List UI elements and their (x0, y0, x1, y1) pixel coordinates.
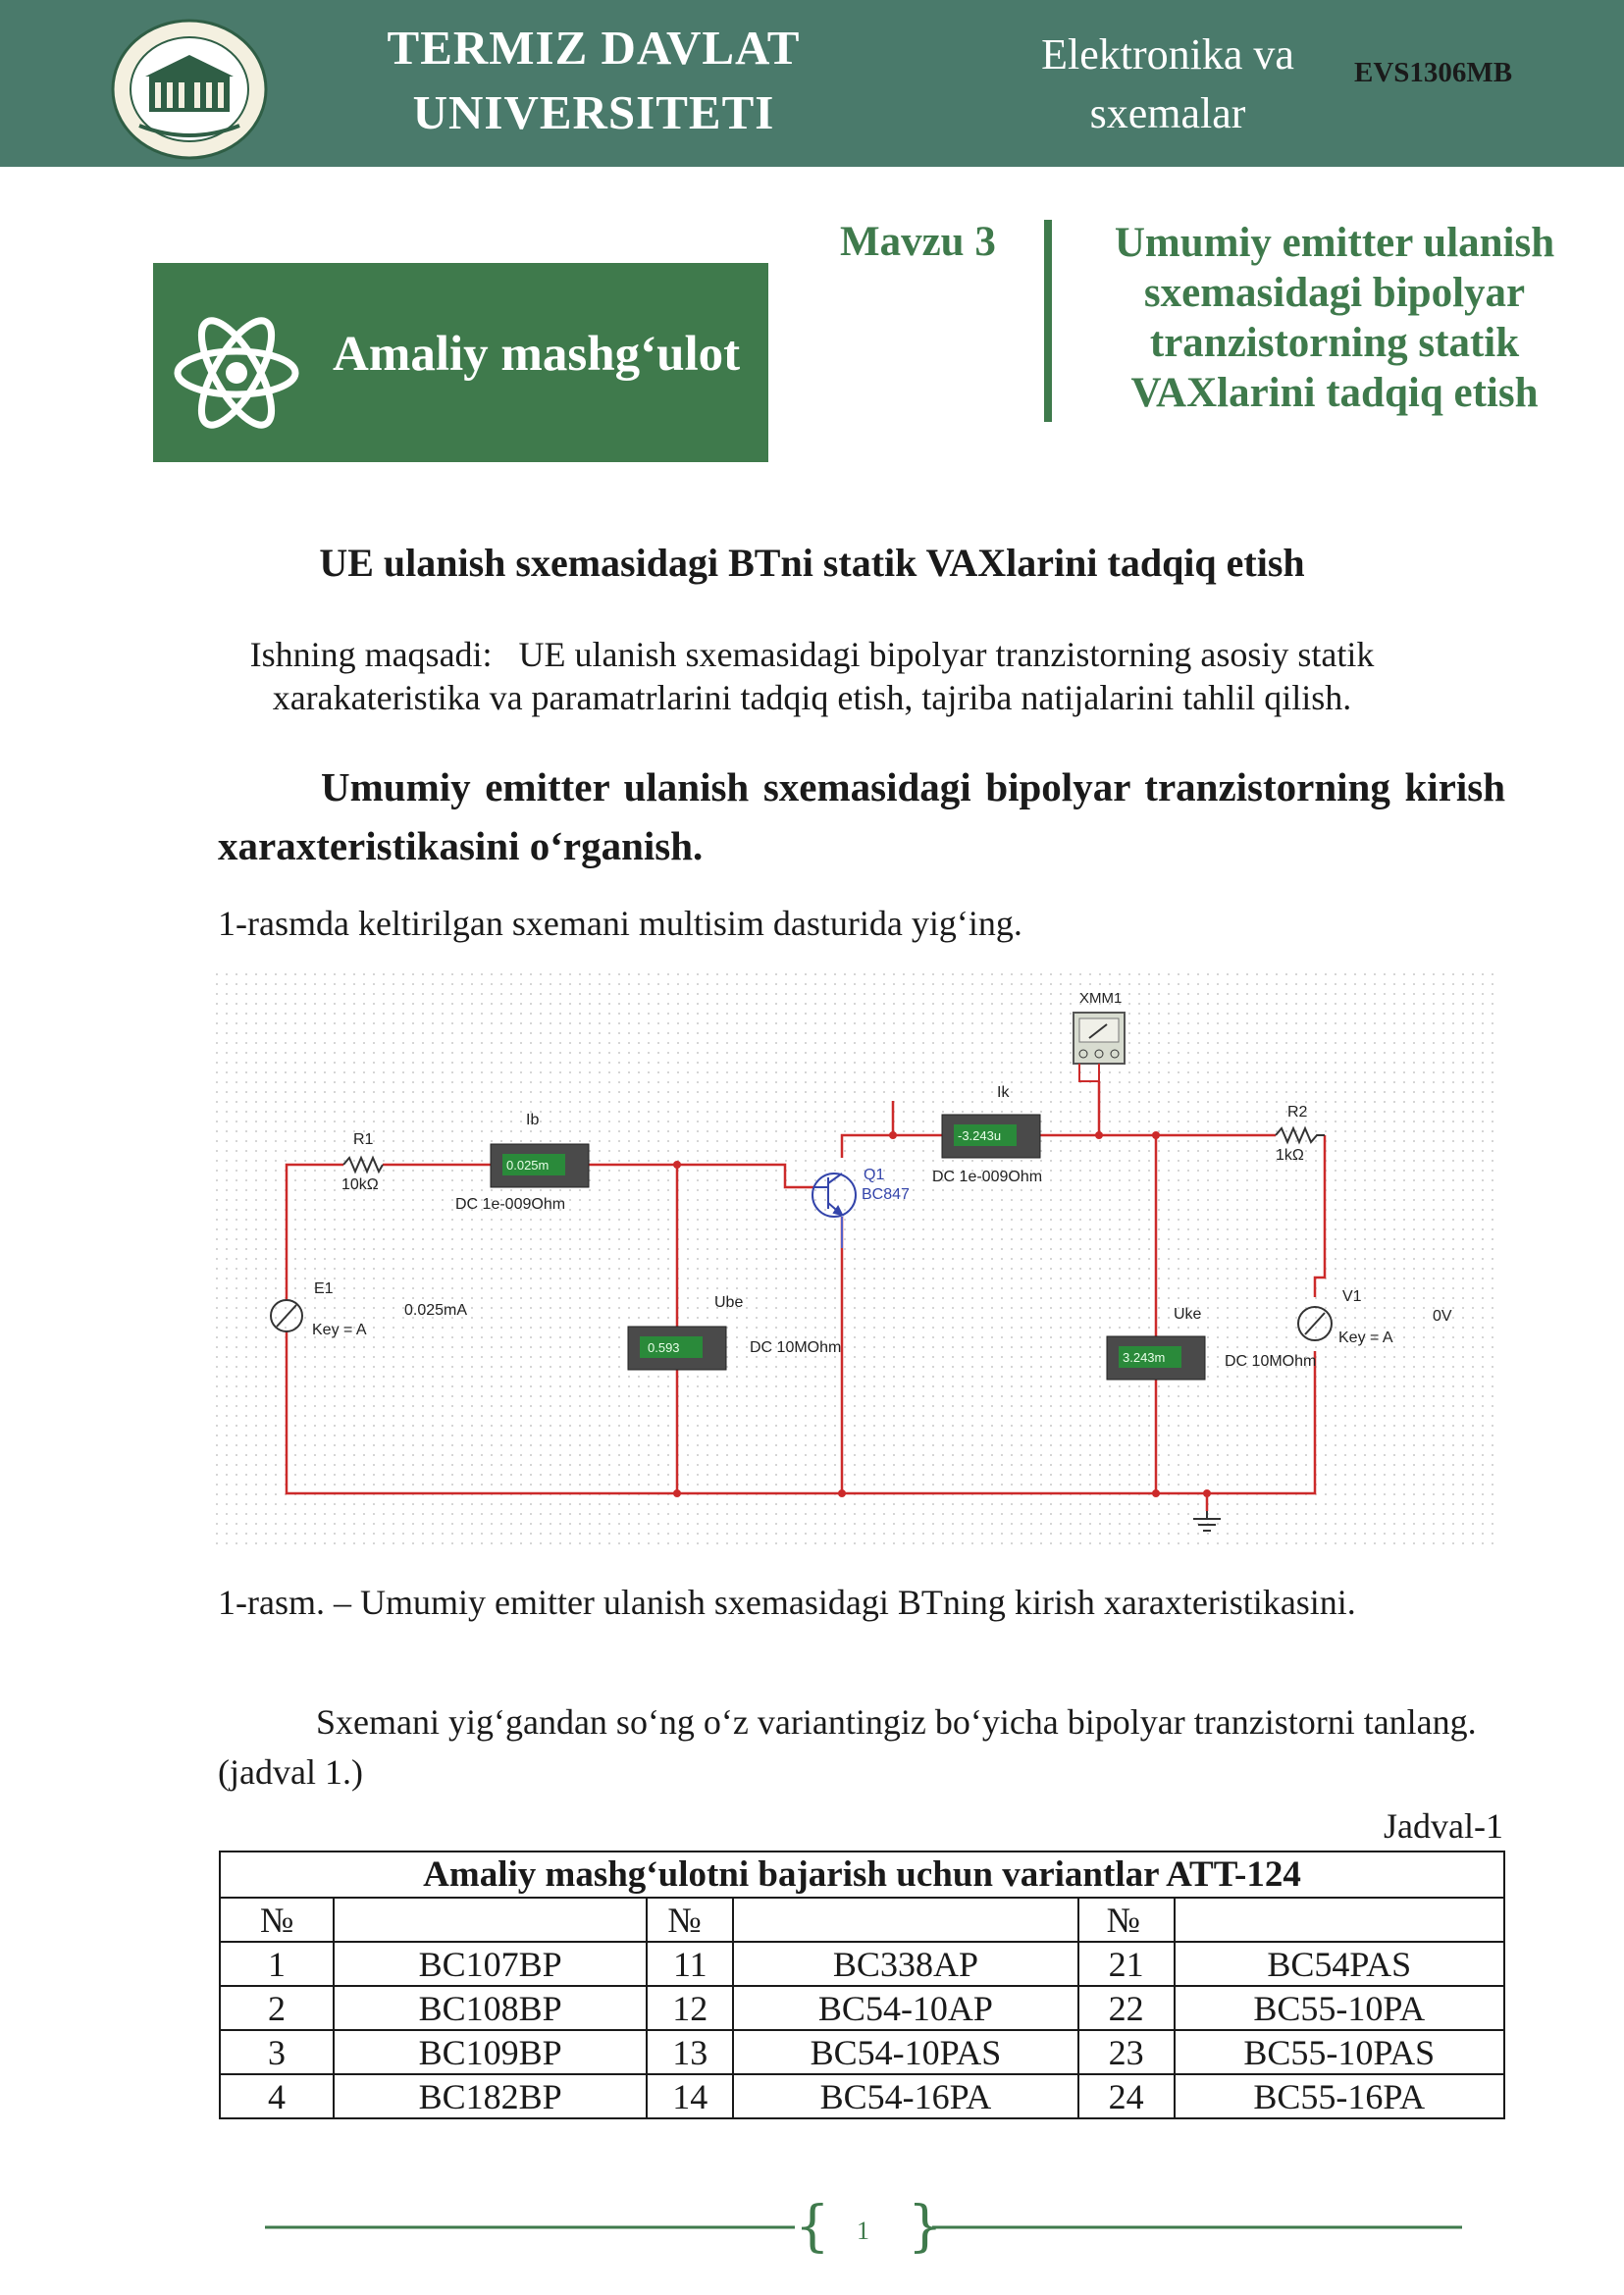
r2-value: 1kΩ (1276, 1147, 1304, 1164)
cell-number: 4 (220, 2074, 334, 2118)
cell-number: 1 (220, 1942, 334, 1986)
cell-number: 12 (647, 1986, 733, 2030)
cell-transistor: BC107BP (334, 1942, 647, 1986)
column-header-blank (733, 1898, 1077, 1942)
uke-reading: 3.243m (1123, 1350, 1166, 1365)
voltmeter-uke (1107, 1336, 1205, 1380)
banner-title: Amaliy mashg‘ulot (333, 327, 741, 382)
ik-mode: DC 1e-009Ohm (932, 1169, 1043, 1185)
q1-name: Q1 (864, 1167, 885, 1183)
aim-paragraph (221, 633, 1403, 719)
cell-number: 2 (220, 1986, 334, 2030)
ik-label: Ik (997, 1084, 1010, 1101)
topic-line: sxemasidagi bipolyar (1143, 270, 1526, 316)
brace-right: } (908, 2198, 943, 2257)
column-header-number: № (220, 1898, 334, 1942)
section-heading: Umumiy emitter ulanish sxemasidagi bipolyar tranzistorning kirish xaraxteristikasini o‘rganish. (218, 764, 1505, 868)
aim-line1: Ishning maqsadi: UE ulanish sxemasidagi bipolyar tranzistorning asosiy statik (249, 635, 1375, 674)
circuit-schematic (216, 973, 1501, 1550)
column-header-number: № (647, 1898, 733, 1942)
cell-number: 24 (1078, 2074, 1175, 2118)
topic-line: VAXlarini tadqiq etish (1130, 370, 1539, 416)
ib-mode: DC 1e-009Ohm (455, 1196, 566, 1213)
topic-number: Mavzu 3 (840, 219, 996, 265)
subject-line1: Elektronika va (1041, 30, 1294, 78)
voltmeter-ube (628, 1327, 726, 1370)
r2-name: R2 (1287, 1104, 1308, 1121)
page-heading: UE ulanish sxemasidagi BTni statik VAXlarini tadqiq etish (319, 541, 1305, 585)
university-name (363, 16, 824, 145)
q1-model: BC847 (862, 1186, 910, 1203)
cell-transistor: BC108BP (334, 1986, 647, 2030)
university-logo (110, 18, 269, 161)
cell-transistor: BC338AP (733, 1942, 1077, 1986)
uke-label: Uke (1174, 1306, 1202, 1323)
aim-line2: xarakateristika va paramatrlarini tadqiq etish, tajriba natijalarini tahlil qilish. (272, 678, 1352, 717)
ib-label: Ib (526, 1112, 540, 1128)
cell-number: 14 (647, 2074, 733, 2118)
topic-divider (1044, 220, 1052, 422)
r1-value: 10kΩ (341, 1176, 379, 1193)
cell-number: 13 (647, 2030, 733, 2074)
cell-transistor: BC54-16PA (733, 2074, 1077, 2118)
column-header-blank (334, 1898, 647, 1942)
table-label: Jadval-1 (1384, 1806, 1503, 1846)
ube-reading: 0.593 (648, 1340, 680, 1355)
e1-value: 0.025mA (404, 1302, 468, 1319)
r1-name: R1 (353, 1131, 374, 1148)
cell-number: 21 (1078, 1942, 1175, 1986)
e1-key: Key = A (312, 1322, 367, 1338)
cell-transistor: BC54-10PAS (733, 2030, 1077, 2074)
ube-mode: DC 10MOhm (750, 1339, 842, 1356)
topic-line: tranzistorning statik (1149, 320, 1520, 366)
instruction-paragraph: Sxemani yig‘gandan so‘ng o‘z variantingiz bo‘yicha bipolyar tranzistorni tanlang. (jadval 1.) (218, 1702, 1477, 1792)
page-number: 1 (857, 2217, 869, 2245)
header-bar (0, 0, 1624, 167)
column-header-number: № (1078, 1898, 1175, 1942)
table-row (220, 2074, 1504, 2118)
figure-caption: 1-rasm. – Umumiy emitter ulanish sxemasidagi BTning kirish xaraxteristikasini. (218, 1583, 1356, 1622)
cell-transistor: BC54-10AP (733, 1986, 1077, 2030)
page-footer (265, 2198, 1462, 2257)
table-row (220, 1986, 1504, 2030)
v1-key: Key = A (1338, 1330, 1393, 1346)
table-caption: Amaliy mashg‘ulotni bajarish uchun variantlar ATT-124 (220, 1852, 1504, 1898)
instruction-text: 1-rasmda keltirilgan sxemani multisim dasturida yig‘ing. (218, 904, 1022, 943)
e1-name: E1 (314, 1280, 334, 1297)
atom-icon (171, 307, 302, 439)
ammeter-ib (491, 1144, 589, 1187)
cell-transistor: BC109BP (334, 2030, 647, 2074)
cell-number: 3 (220, 2030, 334, 2074)
topic-line: Umumiy emitter ulanish (1114, 220, 1555, 266)
v1-value: 0V (1433, 1308, 1452, 1325)
table-row (220, 2030, 1504, 2074)
course-code: EVS1306MB (1354, 57, 1513, 88)
cell-transistor: BC55-16PA (1175, 2074, 1504, 2118)
university-name-line2: UNIVERSITETI (412, 85, 775, 139)
variants-table (219, 1851, 1505, 2119)
brace-left: { (795, 2198, 830, 2257)
cell-number: 11 (647, 1942, 733, 1986)
subject-name (1021, 26, 1315, 143)
ammeter-ik (942, 1115, 1040, 1158)
subject-line2: sxemalar (1089, 89, 1246, 137)
column-header-blank (1175, 1898, 1504, 1942)
uke-mode: DC 10MOhm (1225, 1353, 1317, 1370)
ib-reading: 0.025m (506, 1158, 550, 1173)
cell-transistor: BC182BP (334, 2074, 647, 2118)
practical-banner (153, 263, 768, 462)
cell-transistor: BC55-10PA (1175, 1986, 1504, 2030)
cell-number: 22 (1078, 1986, 1175, 2030)
cell-transistor: BC55-10PAS (1175, 2030, 1504, 2074)
topic-title (1070, 218, 1599, 418)
table-header-row (220, 1898, 1504, 1942)
ik-reading: -3.243u (958, 1128, 1002, 1143)
xmm1-multimeter (1074, 990, 1125, 1064)
grid-background (216, 973, 1501, 1550)
cell-transistor: BC54PAS (1175, 1942, 1504, 1986)
table-caption-row (220, 1852, 1504, 1898)
v1-name: V1 (1342, 1288, 1362, 1305)
cell-number: 23 (1078, 2030, 1175, 2074)
table-row (220, 1942, 1504, 1986)
university-name-line1: TERMIZ DAVLAT (387, 21, 801, 75)
xmm1-label: XMM1 (1079, 990, 1123, 1007)
ube-label: Ube (714, 1294, 744, 1311)
